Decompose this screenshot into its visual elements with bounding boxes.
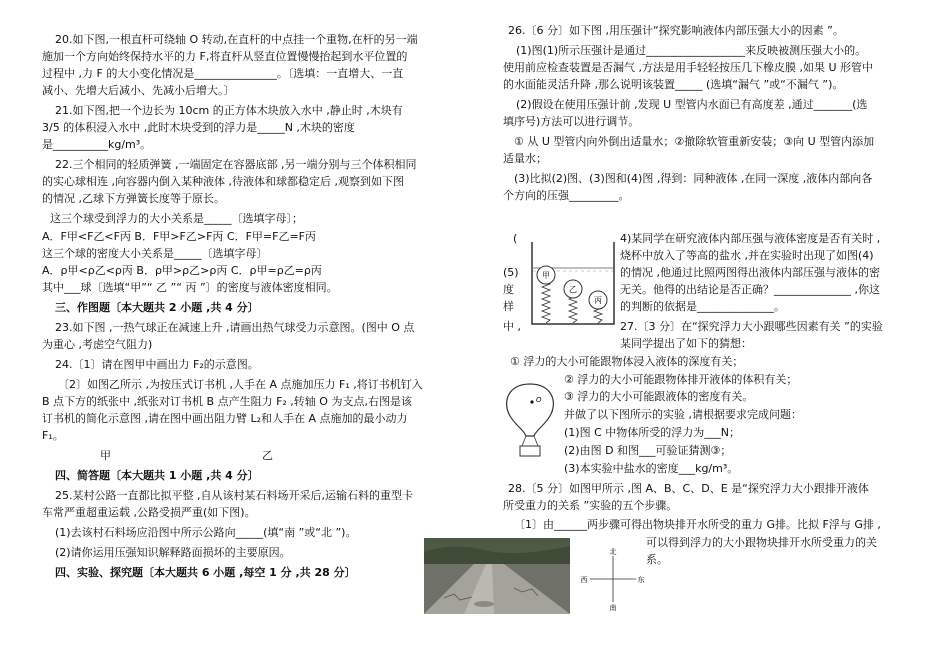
text-line: (3)比拟(2)图、(3)图和(4)图 ,得到：同种液体 ,在同一深度 ,液体内部向各 — [514, 172, 873, 185]
text-line: 可以得到浮力的大小跟物块排开水所受重力的关 — [646, 536, 877, 549]
compass-north: 北 — [609, 548, 617, 556]
text-line: 某同学提出了如下的猜想： — [620, 337, 752, 350]
text-line: F₁。 — [42, 429, 64, 442]
text-line: 25.某村公路一直都比拟平整 ,自从该村某石料场开采后,运输石料的重型卡 — [55, 489, 413, 502]
text-line: (1)去该村石料场应沿图中所示公路向_____(填“南 ”或“北 ”)。 — [55, 526, 357, 539]
text-line: 〔1〕由______两步骤可得出物块排开水所受的重力 G排。比拟 F浮与 G排 , — [514, 518, 881, 531]
text-line: 烧杯中放入了等高的盐水 ,并在实验时出现了如图(4) — [620, 249, 874, 262]
compass-east: 东 — [637, 576, 645, 584]
text-line: 这三个球受到浮力的大小关系是_____〔选填字母〕； — [50, 212, 303, 225]
text-line: 的情况 ,乙球下方弹簧长度等于原长。 — [42, 192, 225, 205]
text-line: 个方向的压强_________。 — [503, 189, 630, 202]
text-line: (2)由图 D 和图___可验证猜测③； — [564, 444, 732, 457]
text-line: 所受重力的关系 ”实验的五个步骤。 — [503, 499, 678, 512]
text-line: 无关。他得的出结论是否正确？______________ ,你这 — [620, 283, 880, 296]
text-line: 样 — [503, 300, 514, 313]
text-line: 4)某同学在研究液体内部压强与液体密度是否有关时 , — [620, 232, 881, 245]
road-photo — [424, 538, 570, 614]
text-line: 22.三个相同的轻质弹簧 ,一端固定在容器底部 ,另一端分别与三个体积相同 — [55, 158, 417, 171]
ball-label: 乙 — [569, 285, 577, 294]
text-line: 四、实验、探究题〔本大题共 6 小题 ,每空 1 分 ,共 28 分〕 — [55, 566, 356, 579]
text-line: 度 — [503, 283, 514, 296]
text-line: ② 浮力的大小可能跟物体排开液体的体积有关； — [564, 373, 798, 386]
text-line: 是__________kg/m³。 — [42, 138, 152, 151]
text-line: 的情况 ,他通过比照两图得出液体内部压强与液体的密 — [620, 266, 880, 279]
text-line: ③ 浮力的大小可能跟液体的密度有关。 — [564, 390, 754, 403]
text-line: 适量水； — [503, 152, 547, 165]
text-line: A．ρ甲<ρ乙<ρ丙 B．ρ甲>ρ乙>ρ丙 C．ρ甲=ρ乙=ρ丙 — [42, 264, 322, 277]
text-line: 的水面能灵活升降 ,那么说明该装置_____ (选填“漏气 ”或“不漏气 ”)。 — [503, 78, 844, 91]
text-line: 这三个球的密度大小关系是_____〔选填字母〕 — [42, 247, 268, 260]
compass-south: 南 — [609, 604, 617, 612]
text-line: ( — [513, 232, 518, 245]
text-line: B 点下方的纸张中 ,纸张对订书机 B 点产生阻力 F₂ ,转轴 O 为支点,右图是该 — [42, 395, 412, 408]
text-line: 23.如下图 ,一热气球正在减速上升 ,请画出热气球受力示意图。(图中 O 点 — [55, 321, 415, 334]
text-line: 车常严重超重运载 ,公路受损严重(如下图)。 — [42, 506, 256, 519]
text-line: (5) — [503, 266, 519, 279]
text-line: (2)假设在使用压强计前 ,发现 U 型管内水面已有高度差 ,通过_______(选 — [516, 98, 868, 111]
compass-figure — [578, 546, 648, 612]
text-line: A．F甲<F乙<F丙 B．F甲>F乙>F丙 C．F甲=F乙=F丙 — [42, 230, 316, 243]
text-line: 的判断的依据是______________。 — [620, 300, 785, 313]
text-line: 其中___球〔选填“甲”“ 乙 ”“ 丙 ”〕的密度与液体密度相同。 — [42, 281, 338, 294]
text-line: 27.〔3 分〕在“探究浮力大小跟哪些因素有关 ”的实验 — [620, 320, 883, 333]
text-line: 甲 — [100, 449, 111, 462]
text-line: 28.〔5 分〕如图甲所示 ,图 A、B、C、D、E 是“探究浮力大小跟排开液体 — [508, 482, 869, 495]
text-line: (3)本实验中盐水的密度___kg/m³。 — [564, 462, 739, 475]
svg-text:O: O — [536, 396, 542, 404]
text-line: 的实心球相连 ,向容器内倒入某种液体 ,待液体和球都稳定后 ,观察到如下图 — [42, 175, 404, 188]
text-line: 乙 — [262, 449, 273, 462]
text-line: 3/5 的体积浸入水中 ,此时木块受到的浮力是_____N ,木块的密度 — [42, 121, 355, 134]
compass-west: 西 — [580, 576, 588, 584]
ball-label: 丙 — [594, 296, 602, 305]
text-line: (1)图(1)所示压强计是通过__________________来反映被测压强大小的。 — [516, 44, 867, 57]
text-line: 三、作图题〔本大题共 2 小题 ,共 4 分〕 — [55, 301, 259, 314]
text-line: 减小、先增大后减小、先减小后增大。〕 — [42, 84, 235, 97]
text-line: 填序号)方法可以进行调节。 — [503, 115, 640, 128]
ball-label: 甲 — [542, 271, 550, 280]
text-line: 〔2〕如图乙所示 ,为按压式订书机 ,人手在 A 点施加压力 F₁ ,将订书机钉入 — [58, 378, 423, 391]
text-line: (1)图 C 中物体所受的浮力为___N； — [564, 426, 740, 439]
text-line: 使用前应检查装置是否漏气 ,方法是用手轻轻按压几下橡皮膜 ,如果 U 形管中 — [503, 61, 874, 74]
text-line: ① 浮力的大小可能跟物体浸入液体的深度有关； — [510, 355, 744, 368]
text-line: 施加一个方向始终保持水平的力 F,将直杆从竖直位置慢慢抬起到水平位置的 — [42, 50, 408, 63]
text-line: 系。 — [646, 553, 668, 566]
text-line: (2)请你运用压强知识解释路面损坏的主要原因。 — [55, 546, 291, 559]
text-line: 21.如下图,把一个边长为 10cm 的正方体木块放入水中 ,静止时 ,木块有 — [55, 104, 403, 117]
balloon-figure — [500, 380, 560, 460]
text-line: 并做了以下图所示的实验 ,请根据要求完成问题： — [564, 408, 802, 421]
text-line: 26.〔6 分〕如下图 ,用压强计“探究影响液体内部压强大小的因素 ”。 — [508, 24, 844, 37]
text-line: 订书机的简化示意图 ,请在图中画出阻力臂 L₂和人手在 A 点施加的最小动力 — [42, 412, 408, 425]
text-line: 20.如下图,一根直杆可绕轴 O 转动,在直杆的中点挂一个重物,在杆的另一端 — [55, 33, 418, 46]
text-line: 24.〔1〕请在图甲中画出力 F₂的示意图。 — [55, 358, 259, 371]
beaker-figure — [528, 238, 618, 328]
text-line: 过程中 ,力 F 的大小变化情况是_______________。〔选填：一直增大、一直 — [42, 67, 404, 80]
text-line: 为重心 ,考虑空气阻力) — [42, 338, 153, 351]
text-line: 中 , — [503, 320, 521, 333]
text-line: ① 从 U 型管内向外倒出适量水；②撤除软管重新安装；③向 U 型管内添加 — [514, 135, 875, 148]
text-line: 四、简答题〔本大题共 1 小题 ,共 4 分〕 — [55, 469, 259, 482]
